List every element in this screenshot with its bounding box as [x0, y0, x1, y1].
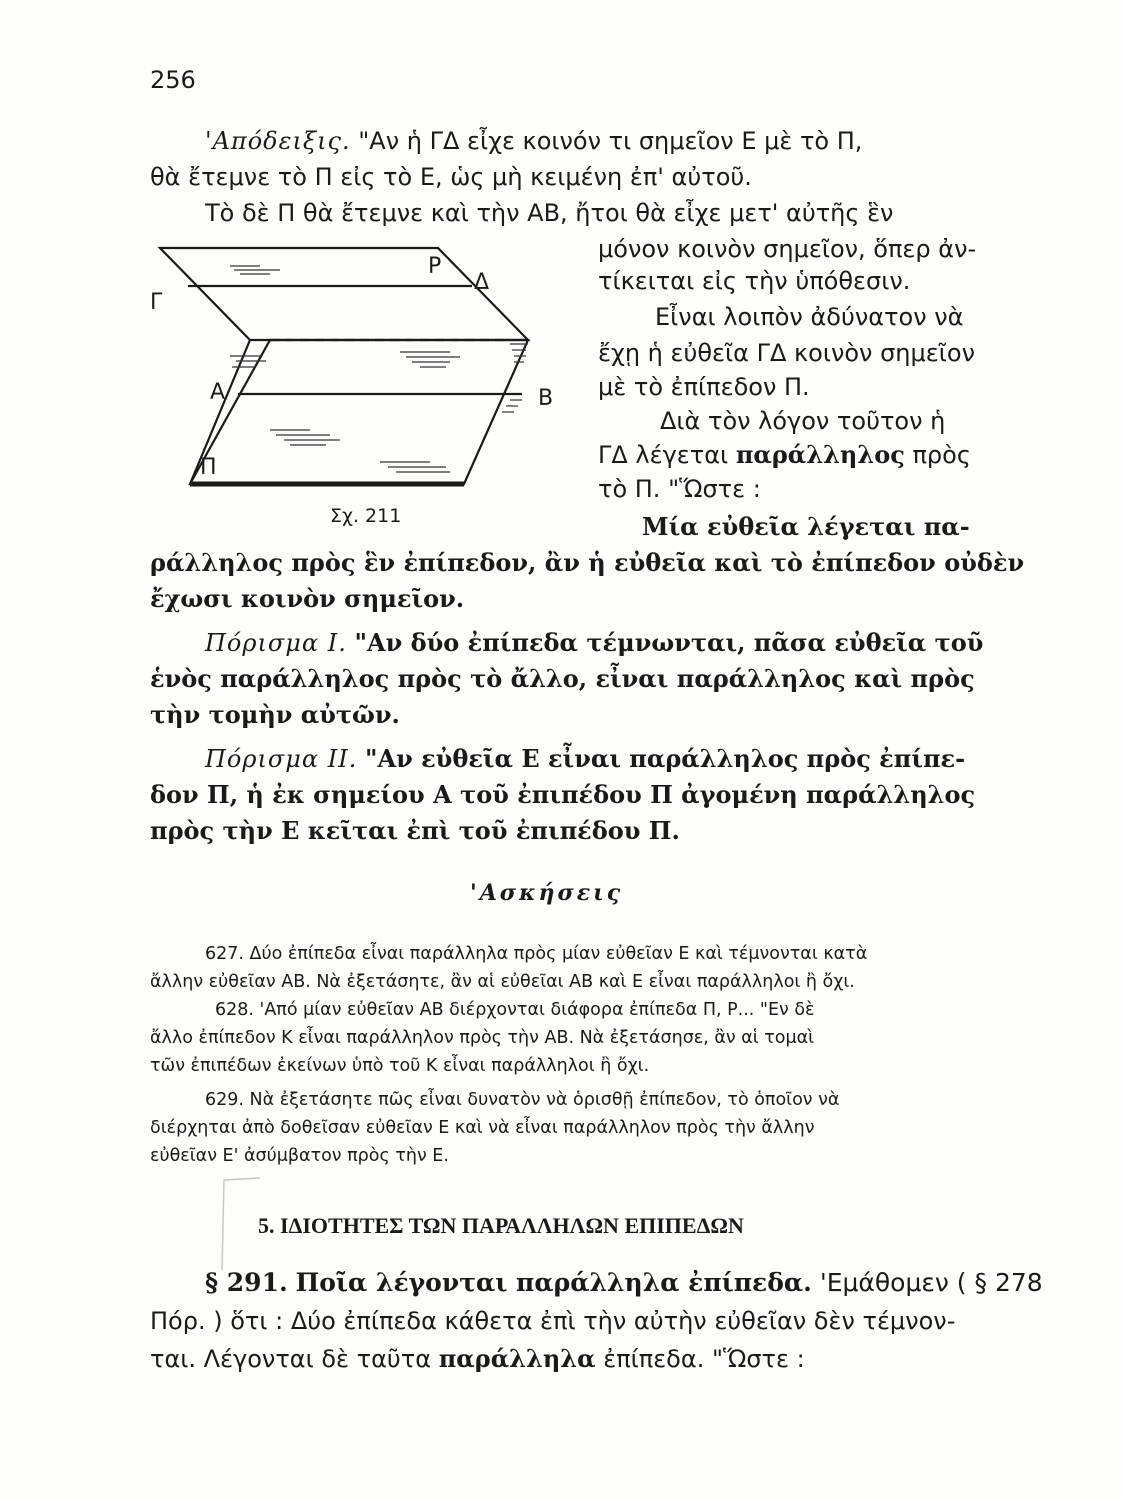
corollary-1-line-3: τὴν τομὴν αὐτῶν. [150, 700, 400, 729]
proof-line-11: τὸ Π. "Ὥστε : [598, 475, 761, 503]
label-beta: Β [538, 386, 554, 411]
label-delta: Δ [474, 270, 490, 295]
page-number: 256 [150, 66, 196, 94]
exercise-628-line-1: 628. 'Από μίαν εὐθεῖαν ΑΒ διέρχονται διάφορα ἐπίπεδα Π, Ρ... "Εν δὲ [215, 1000, 815, 1020]
proof-line-5: τίκειται εἰς τὴν ὑπόθεσιν. [598, 267, 911, 295]
section-291-line-1 [205, 1268, 1043, 1298]
section-291-number: § 291. [205, 1268, 288, 1297]
proof-line-9: Διὰ τὸν λόγον τοῦτον ἡ [660, 407, 946, 435]
proof-line-3: Τὸ δὲ Π θὰ ἔτεμνε καὶ τὴν ΑΒ, ἤτοι θὰ εἶχε μετ' αὐτῆς ἓν [205, 199, 894, 227]
proof-line-1 [205, 126, 862, 156]
proof-line-10 [598, 440, 971, 470]
proof-line-10-post: πρὸς [912, 441, 971, 469]
proof-line-4: μόνον κοινὸν σημεῖον, ὅπερ ἀν- [598, 235, 977, 263]
exercise-628-line-3: τῶν ἐπιπέδων ἐκείνων ὑπὸ τοῦ Κ εἶναι παράλληλοι ἢ ὄχι. [150, 1056, 650, 1076]
label-gamma: Γ [150, 290, 163, 315]
definition-line-2: ράλληλος πρὸς ἓν ἐπίπεδον, ἂν ἡ εὐθεῖα καὶ τὸ ἐπίπεδον οὐδὲν [150, 548, 1025, 577]
exercise-627-line-2: ἄλλην εὐθεῖαν ΑΒ. Νὰ ἐξετάσητε, ἂν αἱ εὐθεῖαι ΑΒ καὶ Ε εἶναι παράλληλοι ἢ ὄχι. [150, 972, 855, 992]
corollary-2-line-2: δον Π, ἡ ἐκ σημείου Α τοῦ ἐπιπέδου Π ἀγομένη παράλληλος [150, 780, 976, 809]
figure-caption: Σχ. 211 [330, 505, 402, 527]
proof-heading: 'Απόδειξις. [205, 127, 351, 155]
exercise-628-line-2: ἄλλο ἐπίπεδον Κ εἶναι παράλληλον πρὸς τὴν ΑΒ. Νὰ ἐξετάσησε, ἂν αἱ τομαὶ [150, 1028, 815, 1048]
corollary-1-label: Πόρισμα Ι. [205, 629, 347, 657]
proof-line-2: θὰ ἔτεμνε τὸ Π εἰς τὸ Ε, ὡς μὴ κειμένη ἐπ' αὐτοῦ. [150, 163, 752, 191]
label-rho: Ρ [428, 254, 442, 279]
corollary-2-label: Πόρισμα ΙΙ. [205, 745, 358, 773]
exercises-title: 'Ασκήσεις [470, 880, 624, 906]
exercise-627-line-1: 627. Δύο ἐπίπεδα εἶναι παράλληλα πρὸς μίαν εὐθεῖαν Ε καὶ τέμνονται κατὰ [205, 944, 868, 964]
section-291-line-1-rest: 'Εμάθομεν ( § 278 [819, 1268, 1043, 1297]
corollary-2-text: "Αν εὐθεῖα Ε εἶναι παράλληλος πρὸς ἐπίπε- [364, 744, 966, 773]
exercise-629-line-1: 629. Νὰ ἐξετάσητε πῶς εἶναι δυνατὸν νὰ ὁρισθῇ ἐπίπεδον, τὸ ὁποῖον νὰ [205, 1090, 840, 1110]
corollary-1-text: "Αν δύο ἐπίπεδα τέμνωνται, πᾶσα εὐθεῖα τοῦ [354, 628, 984, 657]
definition-line-1: Μία εὐθεῖα λέγεται πα- [642, 512, 970, 541]
corollary-2-line-1 [205, 744, 965, 774]
plane-p-outline [160, 248, 528, 340]
exercise-629-line-2: διέρχηται ἀπὸ δοθεῖσαν εὐθεῖαν Ε καὶ νὰ εἶναι παράλληλον πρὸς τὴν ἄλλην [150, 1118, 815, 1138]
label-pi: Π [200, 455, 217, 480]
section-291-line-2: Πόρ. ) ὅτι : Δύο ἐπίπεδα κάθετα ἐπὶ τὴν αὐτὴν εὐθεῖαν δὲν τέμνον- [150, 1307, 956, 1335]
corollary-2-line-3: πρὸς τὴν Ε κεῖται ἐπὶ τοῦ ἐπιπέδου Π. [150, 816, 680, 845]
proof-line-1-text: "Αν ἡ ΓΔ εἶχε κοινόν τι σημεῖον Ε μὲ τὸ Π, [358, 127, 863, 155]
corollary-1-line-1 [205, 628, 983, 658]
proof-line-7: ἔχῃ ἡ εὐθεῖα ΓΔ κοινὸν σημεῖον [598, 339, 975, 367]
section-291-line-3-pre: ται. Λέγονται δὲ ταῦτα [150, 1345, 432, 1373]
section-291-line-3-post: ἐπίπεδα. "Ὥστε : [603, 1345, 805, 1373]
section-291-line-3 [150, 1344, 805, 1374]
pi-left-edge [190, 340, 250, 484]
exercise-629-line-3: εὐθεῖαν Ε' ἀσύμβατον πρὸς τὴν Ε. [150, 1146, 449, 1166]
label-alpha: Α [210, 380, 226, 405]
section-title: 5. ΙΔΙΟΤΗΤΕΣ ΤΩΝ ΠΑΡΑΛΛΗΛΩΝ ΕΠΙΠΕΔΩΝ [258, 1213, 744, 1238]
term-parallel-planes: παράλληλα [438, 1344, 596, 1373]
definition-line-3: ἔχωσι κοινὸν σημεῖον. [150, 584, 465, 613]
proof-line-10-pre: ΓΔ λέγεται [598, 441, 729, 469]
proof-line-8: μὲ τὸ ἐπίπεδον Π. [598, 373, 810, 401]
corollary-1-line-2: ἑνὸς παράλληλος πρὸς τὸ ἄλλο, εἶναι παράλληλος καὶ πρὸς [150, 664, 975, 693]
term-parallel: παράλληλος [735, 440, 905, 469]
proof-line-6: Εἶναι λοιπὸν ἀδύνατον νὰ [655, 303, 964, 331]
section-291-title: Ποῖα λέγονται παράλληλα ἐπίπεδα. [295, 1268, 812, 1297]
